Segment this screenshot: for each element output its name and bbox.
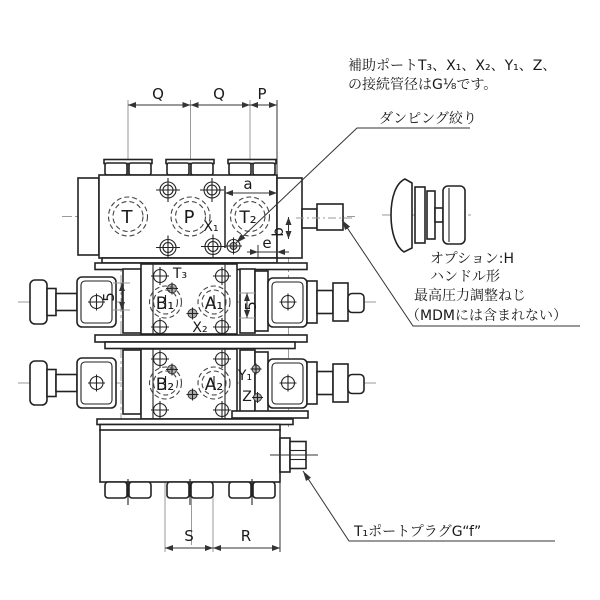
port-label-p: P: [183, 207, 195, 228]
end-block: [97, 411, 318, 505]
port-label-b1: B₁: [155, 294, 175, 314]
sec2-left-assembly: [30, 350, 141, 414]
dim-label-a: a: [243, 175, 253, 193]
port-label-x1: X₁: [203, 219, 219, 235]
note-aux-ports-line1: 補助ポートT₃、X₁、X₂、Y₁、Z、: [348, 58, 557, 74]
dim-label-s: S: [184, 527, 194, 545]
note-option-line1: オプション:H: [430, 251, 514, 267]
annotations: [348, 58, 567, 540]
pressure-adjust-screw-port: [296, 204, 352, 230]
note-option-line2: ハンドル形: [430, 269, 500, 285]
spacer-plates-2: [95, 335, 307, 349]
port-label-t2: T₂: [239, 208, 257, 228]
port-label-y1: Y₁: [237, 368, 253, 384]
port-label-a1: A₁: [204, 294, 224, 314]
port-label-z: Z: [242, 389, 252, 405]
inlet-block: [78, 160, 352, 259]
dimension-top: [128, 85, 277, 108]
valve-section-2: [30, 349, 364, 419]
port-label-t3: T₃: [172, 266, 188, 282]
note-aux-ports-line2: の接続管径はG⅛です。: [348, 77, 498, 93]
bottom-hex-bolts: [105, 479, 275, 505]
dim-label-e: e: [262, 234, 272, 252]
port-label-t: T: [121, 207, 133, 228]
dim-label-q1: Q: [152, 85, 164, 103]
dim-label-q2: Q: [213, 85, 225, 103]
note-damping: ダンピング絞り: [379, 111, 477, 127]
note-pressure-line2: （MDMには含まれない）: [406, 308, 567, 324]
dim-label-5-right: 5: [242, 301, 260, 311]
dim-label-p: P: [257, 85, 267, 103]
dimension-bottom: [165, 527, 280, 551]
port-label-b2: B₂: [155, 375, 175, 395]
note-pressure-line1: 最高圧力調整ねじ: [414, 288, 526, 304]
sec1-right-assembly: [240, 269, 364, 333]
left-tab: [78, 178, 99, 255]
dim-label-r: R: [240, 527, 252, 545]
note-t1-plug: T₁ポートプラグG“f”: [354, 524, 482, 540]
option-handle-drawing: [391, 179, 465, 252]
sec2-right-assembly: [240, 350, 364, 414]
port-label-a2: A₂: [204, 375, 224, 395]
sec1-left-assembly: [30, 269, 141, 333]
dim-label-5-left: 5: [100, 292, 118, 302]
port-label-x2: X₂: [192, 320, 208, 336]
dim-label-b: b: [269, 227, 287, 237]
